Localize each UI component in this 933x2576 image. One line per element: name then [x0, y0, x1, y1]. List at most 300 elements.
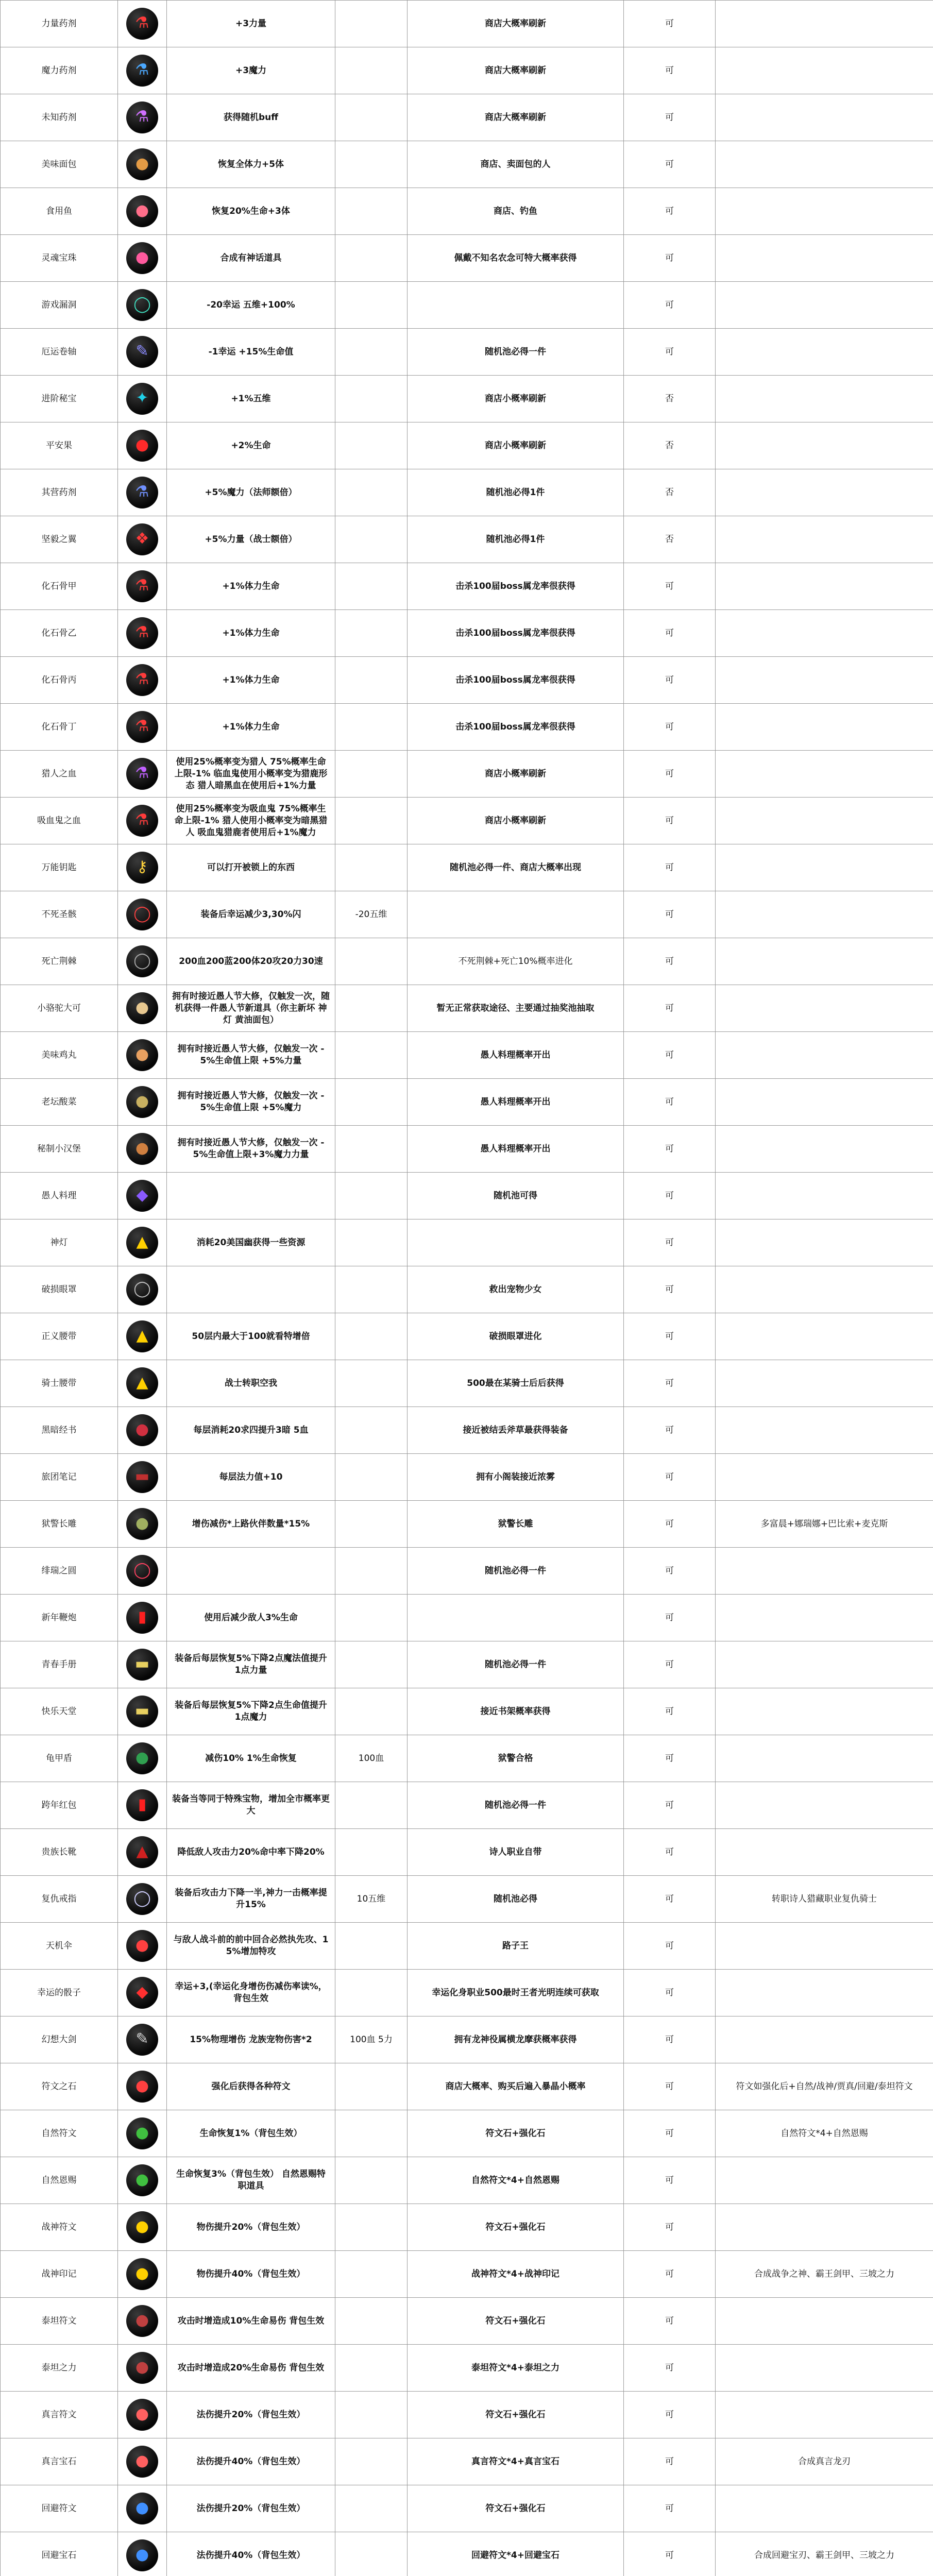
item-note: [716, 2204, 933, 2251]
item-extra-stats: [335, 1126, 408, 1173]
icon-glyph: ⚷: [137, 857, 148, 876]
item-extra-stats: [335, 1548, 408, 1595]
table-row: [1, 1923, 933, 1970]
item-icon-cell: [118, 2345, 167, 2392]
item-sellable: 可: [624, 188, 716, 235]
item-source: 拥有龙神役属横龙摩获概率获得: [408, 2016, 624, 2063]
table-row: [1, 47, 933, 94]
fossil-c-icon: [126, 664, 158, 696]
table-row: [1, 94, 933, 141]
item-note: [716, 1313, 933, 1360]
item-source: 商店、钓鱼: [408, 188, 624, 235]
item-name: 正义腰带: [1, 1313, 118, 1360]
item-effect: 拥有时接近愚人节大修，仅触发一次 -5%生命值上限+3%魔力力量: [167, 1126, 335, 1173]
fate-umbrella-icon: [126, 1930, 158, 1962]
item-name: 美味鸡丸: [1, 1032, 118, 1079]
item-note: [716, 610, 933, 657]
table-row: [1, 704, 933, 751]
item-icon-cell: [118, 563, 167, 610]
icon-glyph: ●: [135, 2076, 149, 2095]
item-note: [716, 282, 933, 329]
item-sellable: 可: [624, 2392, 716, 2438]
icon-glyph: ●: [135, 1045, 149, 1063]
item-source: 商店大概率、购买后遍入暴晶小概率: [408, 2063, 624, 2110]
item-extra-stats: [335, 422, 408, 469]
item-icon-cell: [118, 938, 167, 985]
item-sellable: 否: [624, 422, 716, 469]
table-row: [1, 329, 933, 376]
item-icon-cell: [118, 1079, 167, 1126]
item-name: 骑士腰带: [1, 1360, 118, 1407]
item-sellable: 可: [624, 704, 716, 751]
item-note: [716, 1407, 933, 1454]
item-extra-stats: [335, 1032, 408, 1079]
icon-glyph: ●: [135, 2311, 149, 2329]
item-name: 自然恩赐: [1, 2157, 118, 2204]
item-name: 回避宝石: [1, 2532, 118, 2576]
icon-glyph: ●: [135, 2170, 149, 2189]
item-effect: 法伤提升40%（背包生效）: [167, 2438, 335, 2485]
item-icon-cell: [118, 610, 167, 657]
item-icon-cell: [118, 1360, 167, 1407]
war-rune-icon: [126, 2211, 158, 2243]
item-sellable: 可: [624, 1970, 716, 2016]
icon-glyph: ⚗: [135, 670, 149, 688]
item-name: 魔力药剂: [1, 47, 118, 94]
item-source: 路子王: [408, 1923, 624, 1970]
firecracker-icon: [126, 1602, 158, 1634]
item-note: [716, 94, 933, 141]
item-note: 多富晨+娜瑞娜+巴比索+麦克斯: [716, 1501, 933, 1548]
item-note: [716, 1360, 933, 1407]
item-sellable: 可: [624, 938, 716, 985]
item-sellable: 可: [624, 1548, 716, 1595]
item-effect: 每层法力值+10: [167, 1454, 335, 1501]
dark-scripture-icon: [126, 1414, 158, 1446]
item-effect: +3魔力: [167, 47, 335, 94]
red-packet-icon: [126, 1789, 158, 1821]
item-effect: 装备后幸运减少3,30%闪: [167, 891, 335, 938]
item-note: [716, 1735, 933, 1782]
item-name: 黑暗经书: [1, 1407, 118, 1454]
item-note: [716, 516, 933, 563]
item-note: [716, 1923, 933, 1970]
icon-glyph: ⚗: [135, 623, 149, 641]
item-sellable: 可: [624, 1688, 716, 1735]
master-key-icon: [126, 852, 158, 884]
item-sellable: 可: [624, 1501, 716, 1548]
item-source: 500最在某骑士后后获得: [408, 1360, 624, 1407]
titan-rune-icon: [126, 2305, 158, 2337]
item-sellable: 可: [624, 2110, 716, 2157]
table-row: [1, 2204, 933, 2251]
item-icon-cell: [118, 1923, 167, 1970]
item-sellable: 可: [624, 1173, 716, 1219]
table-row: [1, 235, 933, 282]
item-note: [716, 798, 933, 844]
fantasy-sword-icon: [126, 2024, 158, 2056]
table-row: [1, 1360, 933, 1407]
icon-glyph: ✎: [135, 342, 149, 360]
item-note: [716, 1454, 933, 1501]
camp-potion-icon: [126, 477, 158, 509]
item-source: 战神符文*4+战神印记: [408, 2251, 624, 2298]
crimson-circle-icon: [126, 1555, 158, 1587]
item-icon-cell: [118, 2157, 167, 2204]
fossil-b-icon: [126, 617, 158, 649]
resolve-wing-icon: [126, 523, 158, 555]
item-name: 其营药剂: [1, 469, 118, 516]
icon-glyph: ⚗: [135, 717, 149, 735]
peace-apple-icon: [126, 430, 158, 462]
item-sellable: 否: [624, 516, 716, 563]
item-note: 自然符文*4+自然恩赐: [716, 2110, 933, 2157]
table-row: [1, 1876, 933, 1923]
item-effect: 物伤提升20%（背包生效）: [167, 2204, 335, 2251]
table-row: [1, 1782, 933, 1829]
evade-gem-icon: [126, 2539, 158, 2571]
item-note: [716, 1126, 933, 1173]
item-extra-stats: [335, 2532, 408, 2576]
item-sellable: 可: [624, 1219, 716, 1266]
table-row: [1, 2438, 933, 2485]
item-sellable: 可: [624, 1032, 716, 1079]
item-note: [716, 235, 933, 282]
item-extra-stats: [335, 751, 408, 798]
nature-gift-icon: [126, 2164, 158, 2196]
item-icon-cell: [118, 329, 167, 376]
item-effect: 恢复20%生命+3体: [167, 188, 335, 235]
item-sellable: 可: [624, 1782, 716, 1829]
icon-glyph: ❖: [135, 529, 149, 548]
item-icon-cell: [118, 2204, 167, 2251]
item-extra-stats: [335, 1829, 408, 1876]
item-icon-cell: [118, 1548, 167, 1595]
item-effect: 拥有时接近愚人节大修，仅触发一次 -5%生命值上限 +5%力量: [167, 1032, 335, 1079]
item-extra-stats: [335, 985, 408, 1032]
item-name: 复仇戒指: [1, 1876, 118, 1923]
item-name: 食用鱼: [1, 188, 118, 235]
fish-icon: [126, 195, 158, 227]
item-source: 击杀100届boss属龙率很获得: [408, 610, 624, 657]
item-source: 商店小概率刷新: [408, 751, 624, 798]
item-source: 接近书架概率获得: [408, 1688, 624, 1735]
item-source: 狱警合格: [408, 1735, 624, 1782]
item-icon-cell: [118, 47, 167, 94]
item-sellable: 可: [624, 891, 716, 938]
icon-glyph: ▲: [136, 1842, 148, 1860]
item-source: 愚人料理概率开出: [408, 1032, 624, 1079]
item-note: 符文如强化后+自然/战神/贾真/回避/泰坦符文: [716, 2063, 933, 2110]
item-name: 猎人之血: [1, 751, 118, 798]
item-note: [716, 1173, 933, 1219]
item-effect: 幸运+3,(幸运化身增伤伤减伤率读%，背包生效: [167, 1970, 335, 2016]
item-icon-cell: [118, 1126, 167, 1173]
item-name: 平安果: [1, 422, 118, 469]
item-note: [716, 2345, 933, 2392]
item-sellable: 可: [624, 1126, 716, 1173]
item-note: [716, 376, 933, 422]
item-extra-stats: [335, 1313, 408, 1360]
item-sellable: 可: [624, 2532, 716, 2576]
item-name: 破损眼罩: [1, 1266, 118, 1313]
item-sellable: 可: [624, 798, 716, 844]
icon-glyph: ▬: [134, 1701, 150, 1720]
icon-glyph: ▲: [136, 1373, 148, 1392]
item-extra-stats: [335, 2485, 408, 2532]
item-extra-stats: [335, 1079, 408, 1126]
item-extra-stats: [335, 1595, 408, 1641]
item-icon-cell: [118, 657, 167, 704]
item-effect: 增伤减伤*上路伙伴数量*15%: [167, 1501, 335, 1548]
item-extra-stats: [335, 798, 408, 844]
item-name: 战神符文: [1, 2204, 118, 2251]
item-extra-stats: [335, 1, 408, 47]
table-row: [1, 516, 933, 563]
item-source: 商店小概率刷新: [408, 422, 624, 469]
item-name: 力量药剂: [1, 1, 118, 47]
item-icon-cell: [118, 1219, 167, 1266]
icon-glyph: ◯: [133, 295, 151, 313]
icon-glyph: ▮: [138, 1607, 147, 1626]
item-effect: -20幸运 五维+100%: [167, 282, 335, 329]
table-row: [1, 2063, 933, 2110]
mana-potion-icon: [126, 55, 158, 87]
icon-glyph: ◯: [133, 1279, 151, 1298]
icon-glyph: ●: [135, 1748, 149, 1767]
item-extra-stats: [335, 2110, 408, 2157]
icon-glyph: ●: [135, 1514, 149, 1532]
item-note: [716, 469, 933, 516]
table-row: [1, 282, 933, 329]
camel-icon: [126, 992, 158, 1024]
item-note: [716, 2485, 933, 2532]
table-row: [1, 2016, 933, 2063]
table-row: [1, 1735, 933, 1782]
item-source: 狱警长雕: [408, 1501, 624, 1548]
item-note: 转职诗人猎藏职业复仇骑士: [716, 1876, 933, 1923]
table-row: [1, 141, 933, 188]
item-icon-cell: [118, 1595, 167, 1641]
table-row: [1, 751, 933, 798]
item-note: [716, 1032, 933, 1079]
item-effect: 恢复全体力+5体: [167, 141, 335, 188]
item-name: 旅团笔记: [1, 1454, 118, 1501]
item-icon-cell: [118, 751, 167, 798]
troupe-notes-icon: [126, 1461, 158, 1493]
table-row: [1, 1173, 933, 1219]
item-name: 美味面包: [1, 141, 118, 188]
item-sellable: 可: [624, 657, 716, 704]
item-extra-stats: [335, 188, 408, 235]
item-icon-cell: [118, 1173, 167, 1219]
item-source: 随机池必得1件: [408, 516, 624, 563]
lucky-dice-icon: [126, 1977, 158, 2009]
item-note: [716, 2016, 933, 2063]
table-row: [1, 657, 933, 704]
item-sellable: 可: [624, 2157, 716, 2204]
item-note: [716, 1641, 933, 1688]
item-icon-cell: [118, 798, 167, 844]
item-name: 化石骨乙: [1, 610, 118, 657]
item-extra-stats: [335, 469, 408, 516]
pickled-cabbage-icon: [126, 1086, 158, 1118]
icon-glyph: ●: [135, 2123, 149, 2142]
item-extra-stats: [335, 2204, 408, 2251]
item-name: 真言符文: [1, 2392, 118, 2438]
item-effect: 消耗20美国幽获得一些资源: [167, 1219, 335, 1266]
item-effect: 法伤提升20%（背包生效）: [167, 2392, 335, 2438]
item-extra-stats: 100血 5力: [335, 2016, 408, 2063]
item-extra-stats: [335, 2251, 408, 2298]
item-note: [716, 47, 933, 94]
item-source: 随机池必得一件: [408, 1782, 624, 1829]
item-effect: 攻击时增造成10%生命易伤 背包生效: [167, 2298, 335, 2345]
item-source: 救出宠物少女: [408, 1266, 624, 1313]
item-note: [716, 2157, 933, 2204]
item-sellable: 否: [624, 376, 716, 422]
item-note: [716, 1970, 933, 2016]
item-effect: [167, 1173, 335, 1219]
item-source: 符文石+强化石: [408, 2392, 624, 2438]
icon-glyph: ●: [135, 1092, 149, 1110]
item-note: [716, 1595, 933, 1641]
item-icon-cell: [118, 1501, 167, 1548]
item-effect: 法伤提升40%（背包生效）: [167, 2532, 335, 2576]
item-note: [716, 1079, 933, 1126]
icon-glyph: ●: [135, 154, 149, 173]
fossil-armor-icon: [126, 570, 158, 602]
item-note: [716, 329, 933, 376]
item-name: 自然符文: [1, 2110, 118, 2157]
item-source: 击杀100届boss属龙率很获得: [408, 563, 624, 610]
icon-glyph: ●: [135, 2498, 149, 2517]
item-sellable: 可: [624, 2251, 716, 2298]
table-row: [1, 2157, 933, 2204]
item-extra-stats: [335, 1454, 408, 1501]
item-extra-stats: [335, 563, 408, 610]
table-row: [1, 1595, 933, 1641]
item-sellable: 可: [624, 1735, 716, 1782]
icon-glyph: ◆: [136, 1185, 148, 1204]
item-extra-stats: [335, 1782, 408, 1829]
item-effect: 装备后每层恢复5%下降2点生命值提升1点魔力: [167, 1688, 335, 1735]
item-extra-stats: [335, 1407, 408, 1454]
item-extra-stats: [335, 2438, 408, 2485]
item-sellable: 可: [624, 141, 716, 188]
item-source: [408, 282, 624, 329]
item-icon-cell: [118, 985, 167, 1032]
icon-glyph: ◯: [133, 1889, 151, 1907]
item-sellable: 可: [624, 2016, 716, 2063]
item-icon-cell: [118, 1313, 167, 1360]
icon-glyph: ●: [135, 248, 149, 266]
item-note: 合成战争之神、霸王剑甲、三坡之力: [716, 2251, 933, 2298]
table-row: [1, 469, 933, 516]
icon-glyph: ●: [135, 1936, 149, 1954]
icon-glyph: ▲: [136, 1326, 148, 1345]
item-icon-cell: [118, 2438, 167, 2485]
mantra-rune-icon: [126, 2399, 158, 2431]
icon-glyph: ⚗: [135, 810, 149, 829]
icon-glyph: ●: [135, 2545, 149, 2564]
item-icon-cell: [118, 282, 167, 329]
item-note: [716, 1782, 933, 1829]
item-extra-stats: [335, 657, 408, 704]
bread-icon: [126, 148, 158, 180]
item-effect: 生命恢复3%（背包生效） 自然恩赐特职道具: [167, 2157, 335, 2204]
item-sellable: 可: [624, 751, 716, 798]
item-extra-stats: [335, 1266, 408, 1313]
item-sellable: 可: [624, 1923, 716, 1970]
table-row: [1, 938, 933, 985]
item-icon-cell: [118, 1454, 167, 1501]
icon-glyph: ▬: [134, 1467, 150, 1485]
icon-glyph: ⚗: [135, 764, 149, 782]
item-effect: 获得随机buff: [167, 94, 335, 141]
item-icon-cell: [118, 516, 167, 563]
item-note: [716, 751, 933, 798]
item-source: 愚人料理概率开出: [408, 1126, 624, 1173]
item-sellable: 可: [624, 47, 716, 94]
table-row: [1, 985, 933, 1032]
item-effect: +2%生命: [167, 422, 335, 469]
mantra-gem-icon: [126, 2446, 158, 2478]
table-row: [1, 844, 933, 891]
item-sellable: 可: [624, 2485, 716, 2532]
item-effect: 使用25%概率变为吸血鬼 75%概率生命上限-1% 猎人使用小概率变为暗黑猎人 吸血鬼猎鹿者使用后+1%魔力: [167, 798, 335, 844]
table-row: [1, 1, 933, 47]
item-effect: 战士转职空我: [167, 1360, 335, 1407]
evade-rune-icon: [126, 2493, 158, 2524]
item-extra-stats: [335, 1501, 408, 1548]
item-sellable: 可: [624, 563, 716, 610]
item-extra-stats: [335, 2063, 408, 2110]
item-sellable: 可: [624, 1876, 716, 1923]
item-extra-stats: [335, 2298, 408, 2345]
item-note: [716, 1829, 933, 1876]
item-name: 龟甲盾: [1, 1735, 118, 1782]
item-source: 暂无正常获取途径、主要通过抽奖池抽取: [408, 985, 624, 1032]
item-icon-cell: [118, 376, 167, 422]
item-effect: +1%体力生命: [167, 704, 335, 751]
item-effect: 法伤提升20%（背包生效）: [167, 2485, 335, 2532]
item-name: 吸血鬼之血: [1, 798, 118, 844]
item-icon-cell: [118, 2532, 167, 2576]
death-thorn-icon: [126, 945, 158, 977]
item-source: 击杀100届boss属龙率很获得: [408, 657, 624, 704]
item-sellable: 可: [624, 94, 716, 141]
icon-glyph: ●: [135, 435, 149, 454]
item-extra-stats: [335, 282, 408, 329]
table-row: [1, 2392, 933, 2438]
item-icon-cell: [118, 2110, 167, 2157]
icon-glyph: ⚗: [135, 576, 149, 595]
table-row: [1, 422, 933, 469]
item-source: 真言符文*4+真言宝石: [408, 2438, 624, 2485]
item-effect: [167, 1266, 335, 1313]
item-name: 化石骨丙: [1, 657, 118, 704]
item-note: [716, 657, 933, 704]
item-effect: 装备后攻击力下降一半,神力一击概率提升15%: [167, 1876, 335, 1923]
table-row: [1, 1079, 933, 1126]
item-extra-stats: [335, 1219, 408, 1266]
item-effect: 使用25%概率变为猎人 75%概率生命上限-1% 临血鬼使用小概率变为猎鹿形态 猎人暗黑血在使用后+1%力量: [167, 751, 335, 798]
item-source: 商店大概率刷新: [408, 94, 624, 141]
item-extra-stats: [335, 1173, 408, 1219]
item-effect: -1幸运 +15%生命值: [167, 329, 335, 376]
table-row: [1, 2485, 933, 2532]
